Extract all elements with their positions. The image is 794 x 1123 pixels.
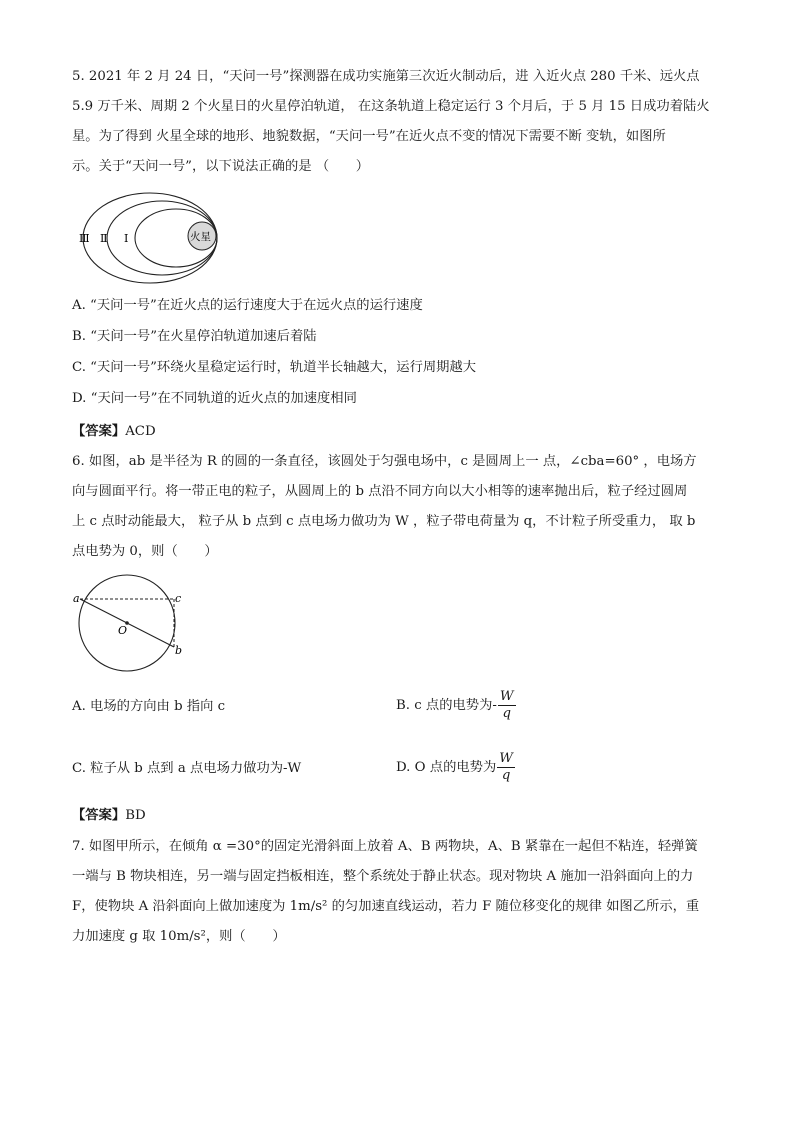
q7-line-4: 力加速度 g 取 10m/s²，则（ ） bbox=[72, 929, 286, 944]
label-III: Ⅲ bbox=[79, 232, 90, 245]
label-I: Ⅰ bbox=[124, 232, 129, 245]
answer-tag: 【答案】 bbox=[72, 808, 126, 823]
q5-option-b: B. “天问一号”在火星停泊轨道加速后着陆 bbox=[72, 329, 317, 344]
q7-line-1: 7. 如图甲所示，在倾角 α =30°的固定光滑斜面上放着 A、B 两物块，A、B 紧靠在一起但不粘连，轻弹簧 bbox=[72, 839, 698, 854]
point-a-label: a bbox=[73, 592, 80, 605]
fraction-denominator: q bbox=[501, 768, 511, 783]
q6-option-c: C. 粒子从 b 点到 a 点电场力做功为-W bbox=[72, 761, 302, 776]
q5-option-d: D. “天问一号”在不同轨道的近火点的加速度相同 bbox=[72, 391, 357, 406]
q5-line-4: 示。关于“天问一号”，以下说法正确的是 （ ） bbox=[72, 159, 370, 174]
answer-value: BD bbox=[125, 808, 146, 823]
fraction-numerator: W bbox=[499, 689, 514, 704]
circle-field-diagram bbox=[70, 568, 200, 678]
q5-line-3: 星。为了得到 火星全球的地形、地貌数据，“天问一号”在近火点不变的情况下需要不断 变轨，如图所 bbox=[72, 129, 666, 144]
answer-tag: 【答案】 bbox=[72, 424, 126, 439]
label-II: Ⅱ bbox=[100, 232, 108, 245]
q5-line-1: 5. 2021 年 2 月 24 日，“天问一号”探测器在成功实施第三次近火制动后，进 入近火点 280 千米、远火点 bbox=[72, 69, 700, 84]
q5-option-a: A. “天问一号”在近火点的运行速度大于在远火点的运行速度 bbox=[72, 298, 423, 313]
mars-label: 火星 bbox=[190, 231, 211, 243]
fraction-denominator: q bbox=[502, 706, 511, 721]
orbit-diagram bbox=[70, 190, 230, 290]
q6-line-3: 上 c 点时动能最大， 粒子从 b 点到 c 点电场力做功为 W ，粒子带电荷量为 q，不计粒子所受重力， 取 b bbox=[72, 514, 696, 529]
point-c-label: c bbox=[175, 592, 182, 605]
fraction-numerator: W bbox=[499, 751, 513, 766]
q6-option-d-text: D. O 点的电势为 bbox=[396, 760, 497, 775]
q7-line-3: F，使物块 A 沿斜面向上做加速度为 1m/s² 的匀加速直线运动，若力 F 随位移变化的规律 如图乙所示，重 bbox=[72, 899, 700, 914]
q6-answer bbox=[72, 806, 146, 826]
fraction-w-over-q bbox=[498, 689, 516, 722]
q6-line-4: 点电势为 0，则（ ） bbox=[72, 544, 218, 559]
q6-option-b-text: B. c 点的电势为- bbox=[396, 698, 497, 713]
q7-line-2: 一端与 B 物块相连，另一端与固定挡板相连，整个系统处于静止状态。现对物块 A 施加一沿斜面向上的力 bbox=[72, 869, 694, 884]
q5-option-c: C. “天问一号”环绕火星稳定运行时，轨道半长轴越大，运行周期越大 bbox=[72, 360, 477, 375]
q6-option-d bbox=[396, 748, 515, 788]
q6-option-a: A. 电场的方向由 b 指向 c bbox=[72, 699, 226, 714]
answer-value: ACD bbox=[125, 424, 156, 439]
point-o-label: O bbox=[118, 624, 128, 637]
fraction-w-over-q bbox=[497, 751, 515, 784]
q6-line-2: 向与圆面平行。将一带正电的粒子，从圆周上的 b 点沿不同方向以大小相等的速率抛出后，粒子经过圆周 bbox=[72, 484, 688, 499]
q5-answer bbox=[72, 422, 156, 442]
q5-line-2: 5.9 万千米、周期 2 个火星日的火星停泊轨道， 在这条轨道上稳定运行 3 个月后，于 5 月 15 日成功着陆火 bbox=[72, 99, 710, 114]
q6-option-b bbox=[396, 686, 516, 726]
q6-line-1: 6. 如图，ab 是半径为 R 的圆的一条直径，该圆处于匀强电场中，c 是圆周上一 点，∠cba=60° ，电场方 bbox=[72, 454, 697, 469]
point-b-label: b bbox=[175, 644, 183, 657]
